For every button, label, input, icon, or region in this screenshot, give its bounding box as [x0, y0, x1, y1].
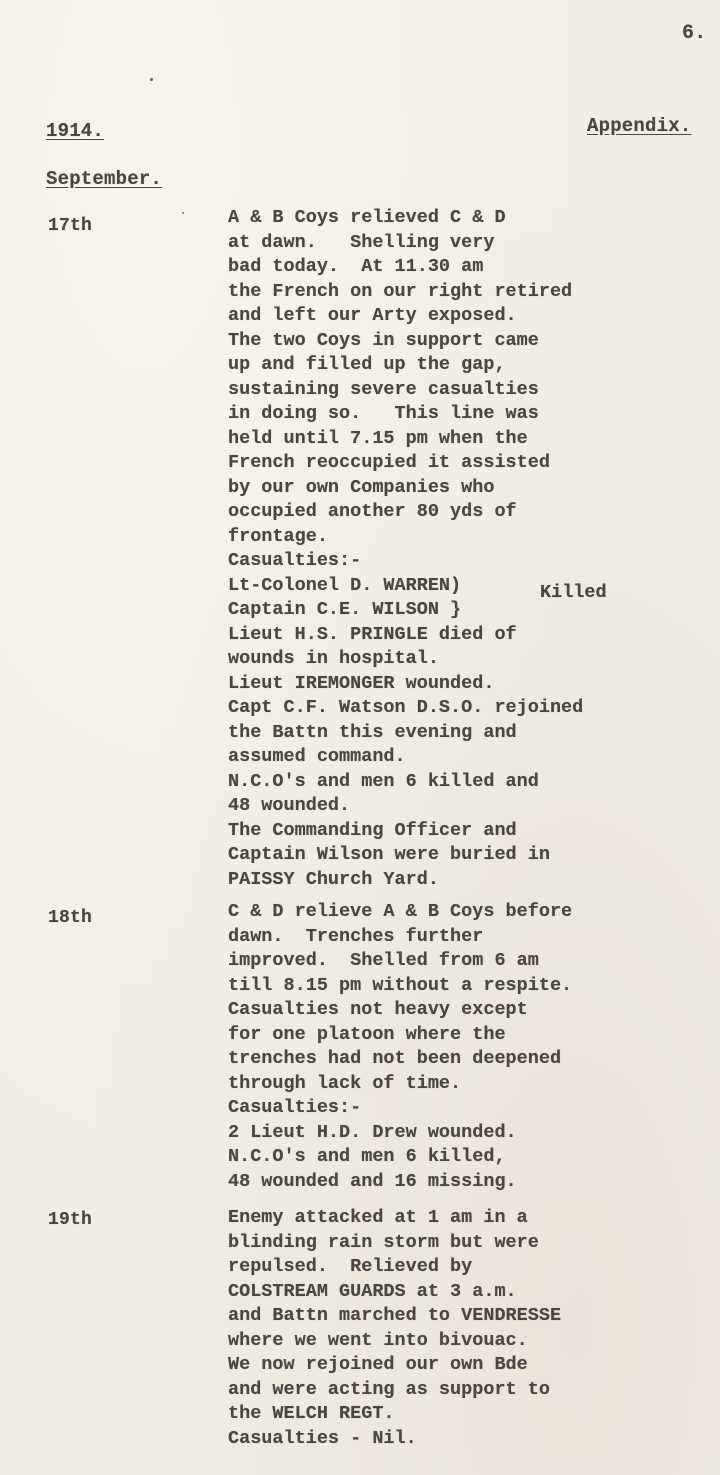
- appendix-heading: Appendix.: [587, 115, 692, 137]
- entry-line: Lieut H.S. PRINGLE died of: [228, 623, 517, 645]
- year-heading: 1914.: [46, 120, 105, 142]
- entry-date: 18th: [48, 908, 93, 928]
- entry-line: improved. Shelled from 6 am: [228, 950, 539, 971]
- diary-entry: [228, 206, 708, 892]
- entry-line: 48 wounded.: [228, 795, 351, 816]
- entry-line: sustaining severe casualties: [228, 378, 539, 400]
- entry-line: through lack of time.: [228, 1072, 462, 1094]
- entry-line: the WELCH REGT.: [228, 1403, 395, 1424]
- entry-line: Casualties:-: [228, 550, 362, 571]
- diary-entry: [228, 900, 708, 1194]
- entry-line: the French on our right retired: [228, 280, 573, 302]
- entry-line: frontage.: [228, 525, 328, 547]
- entry-line: trenches had not been deepened: [228, 1048, 562, 1069]
- entry-line: Casualties - Nil.: [228, 1427, 417, 1449]
- entry-line: assumed command.: [228, 746, 406, 767]
- entry-line: Casualties:-: [228, 1097, 362, 1118]
- entry-line: occupied another 80 yds of: [228, 501, 517, 522]
- entry-line: up and filled up the gap,: [228, 354, 506, 375]
- entry-line: dawn. Trenches further: [228, 925, 484, 947]
- entry-line: The Commanding Officer and: [228, 819, 517, 841]
- page-number: 6.: [682, 22, 707, 45]
- entry-line: N.C.O's and men 6 killed,: [228, 1146, 506, 1167]
- entry-line: wounds in hospital.: [228, 648, 439, 669]
- entry-line: Lt-Colonel D. WARREN): [228, 574, 462, 596]
- entry-line: in doing so. This line was: [228, 403, 539, 424]
- entry-line: We now rejoined our own Bde: [228, 1354, 528, 1375]
- entry-line: 2 Lieut H.D. Drew wounded.: [228, 1121, 517, 1143]
- entry-line: repulsed. Relieved by: [228, 1256, 473, 1277]
- entry-line: Captain C.E. WILSON }: [228, 599, 462, 620]
- entry-line: and Battn marched to VENDRESSE: [228, 1305, 562, 1326]
- entry-line: N.C.O's and men 6 killed and: [228, 770, 539, 792]
- entry-line: the Battn this evening and: [228, 721, 517, 743]
- entry-line: till 8.15 pm without a respite.: [228, 974, 573, 996]
- entry-line: and left our Arty exposed.: [228, 305, 517, 326]
- diary-entry: [228, 1206, 708, 1451]
- killed-bracket-note: Killed: [540, 582, 607, 603]
- entry-line: A & B Coys relieved C & D: [228, 207, 506, 228]
- entry-line: bad today. At 11.30 am: [228, 256, 484, 277]
- entry-line: Capt C.F. Watson D.S.O. rejoined: [228, 697, 584, 718]
- entry-line: Enemy attacked at 1 am in a: [228, 1207, 528, 1228]
- entry-line: at dawn. Shelling very: [228, 231, 495, 253]
- entry-line: blinding rain storm but were: [228, 1231, 539, 1253]
- entry-line: held until 7.15 pm when the: [228, 427, 528, 449]
- entry-line: The two Coys in support came: [228, 329, 539, 351]
- entry-date: 19th: [48, 1210, 93, 1230]
- entry-line: French reoccupied it assisted: [228, 452, 550, 473]
- entry-line: COLSTREAM GUARDS at 3 a.m.: [228, 1280, 517, 1302]
- entry-line: C & D relieve A & B Coys before: [228, 901, 573, 922]
- month-heading: September.: [46, 168, 163, 190]
- entry-line: Lieut IREMONGER wounded.: [228, 672, 495, 694]
- entry-line: and were acting as support to: [228, 1378, 550, 1400]
- entry-line: PAISSY Church Yard.: [228, 868, 439, 890]
- entry-line: for one platoon where the: [228, 1023, 506, 1045]
- paper-speck: [150, 78, 153, 81]
- entry-line: Casualties not heavy except: [228, 999, 528, 1020]
- entry-line: 48 wounded and 16 missing.: [228, 1170, 517, 1192]
- entry-date: 17th: [48, 216, 93, 236]
- paper-speck: [182, 212, 184, 214]
- entry-line: where we went into bivouac.: [228, 1329, 528, 1351]
- entry-line: by our own Companies who: [228, 476, 495, 498]
- entry-line: Captain Wilson were buried in: [228, 844, 550, 865]
